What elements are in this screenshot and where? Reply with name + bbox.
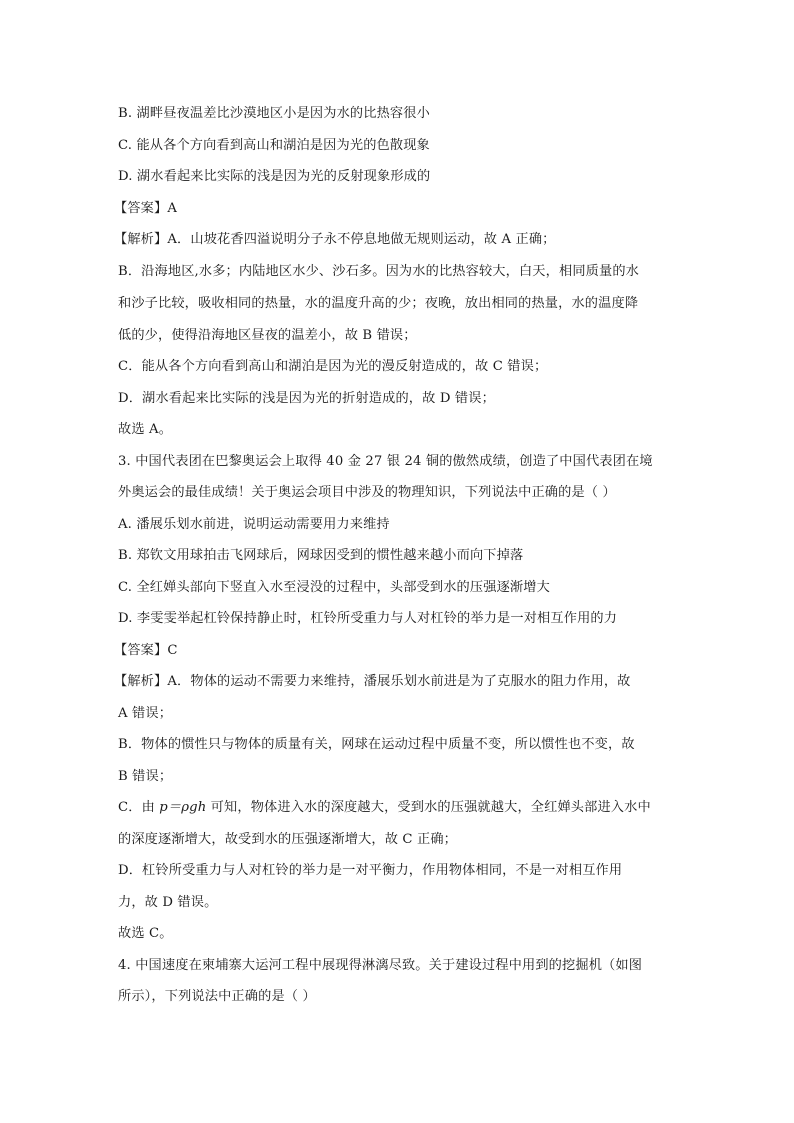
q2-analysis-line-6: D．湖水看起来比实际的浅是因为光的折射造成的，故 D 错误； <box>118 391 495 406</box>
q3-answer <box>114 641 674 661</box>
q3-analysis-line-4: B 错误； <box>118 769 173 784</box>
analysis-text: A．山坡花香四溢说明分子永不停息地做无规则运动，故 A 正确； <box>167 232 556 247</box>
answer-value: A <box>167 201 178 216</box>
q2-analysis-line-4: 低的少，使得沿海地区昼夜的温差小，故 B 错误； <box>118 328 417 343</box>
q2-option-c: C. 能从各个方向看到高山和湖泊是因为光的色散现象 <box>118 138 430 153</box>
answer-tag: 【答案】 <box>114 201 168 216</box>
analysis-tag: 【解析】 <box>114 232 168 247</box>
q3-option-c: C. 全红婵头部向下竖直入水至浸没的过程中，头部受到水的压强逐渐增大 <box>118 580 550 595</box>
q3-stem-line-2: 外奥运会的最佳成绩！关于奥运会项目中涉及的物理知识，下列说法中正确的是（ ） <box>118 485 616 500</box>
analysis-text: 可知，物体进入水的深度越大，受到水的压强就越大，全红婵头部进入水中 <box>206 800 651 815</box>
q3-option-d: D. 李雯雯举起杠铃保持静止时，杠铃所受重力与人对杠铃的举力是一对相互作用的力 <box>118 611 618 626</box>
q2-analysis-line-5: C．能从各个方向看到高山和湖泊是因为光的漫反射造成的，故 C 错误； <box>118 359 548 374</box>
pressure-formula: p＝ρgh <box>159 800 207 815</box>
q3-analysis-line-1 <box>114 672 674 692</box>
q2-answer <box>114 199 674 219</box>
q3-stem-line-1: 3. 中国代表团在巴黎奥运会上取得 40 金 27 银 24 铜的傲然成绩，创造了中国代表团在境 <box>118 454 653 469</box>
q3-analysis-line-7: D．杠铃所受重力与人对杠铃的举力是一对平衡力，作用物体相同，不是一对相互作用 <box>118 863 623 878</box>
q4-stem-line-2: 所示），下列说法中正确的是（ ） <box>118 989 316 1004</box>
answer-value: C <box>167 643 178 658</box>
q3-option-b: B. 郑钦文用球拍击飞网球后，网球因受到的惯性越来越小而向下掉落 <box>118 548 524 563</box>
q2-analysis-line-2: B．沿海地区,水多；内陆地区水少、沙石多。因为水的比热容较大，白天，相同质量的水 <box>118 264 640 279</box>
analysis-text: C．由 <box>118 800 160 815</box>
q2-option-d: D. 湖水看起来比实际的浅是因为光的反射现象形成的 <box>118 169 431 184</box>
q2-analysis-line-1 <box>114 230 674 250</box>
q2-analysis-line-3: 和沙子比较，吸收相同的热量，水的温度升高的少；夜晚，放出相同的热量，水的温度降 <box>118 296 639 311</box>
q3-analysis-line-6: 的深度逐渐增大，故受到水的压强逐渐增大，故 C 正确； <box>118 832 458 847</box>
answer-tag: 【答案】 <box>114 643 168 658</box>
q3-conclusion: 故选 C。 <box>118 926 173 941</box>
q3-option-a: A. 潘展乐划水前进，说明运动需要用力来维持 <box>118 517 390 532</box>
q3-analysis-line-8: 力，故 D 错误。 <box>118 895 218 910</box>
q4-stem-line-1: 4. 中国速度在柬埔寨大运河工程中展现得淋漓尽致。关于建设过程中用到的挖掘机（如图 <box>118 958 643 973</box>
q2-conclusion: 故选 A。 <box>118 422 173 437</box>
q3-analysis-line-3: B．物体的惯性只与物体的质量有关，网球在运动过程中质量不变，所以惯性也不变，故 <box>118 737 635 752</box>
q2-option-b: B. 湖畔昼夜温差比沙漠地区小是因为水的比热容很小 <box>118 106 430 121</box>
q3-analysis-line-2: A 错误； <box>118 706 173 721</box>
q3-analysis-line-5 <box>118 798 678 818</box>
analysis-text: A．物体的运动不需要力来维持，潘展乐划水前进是为了克服水的阻力作用，故 <box>167 674 631 689</box>
analysis-tag: 【解析】 <box>114 674 168 689</box>
